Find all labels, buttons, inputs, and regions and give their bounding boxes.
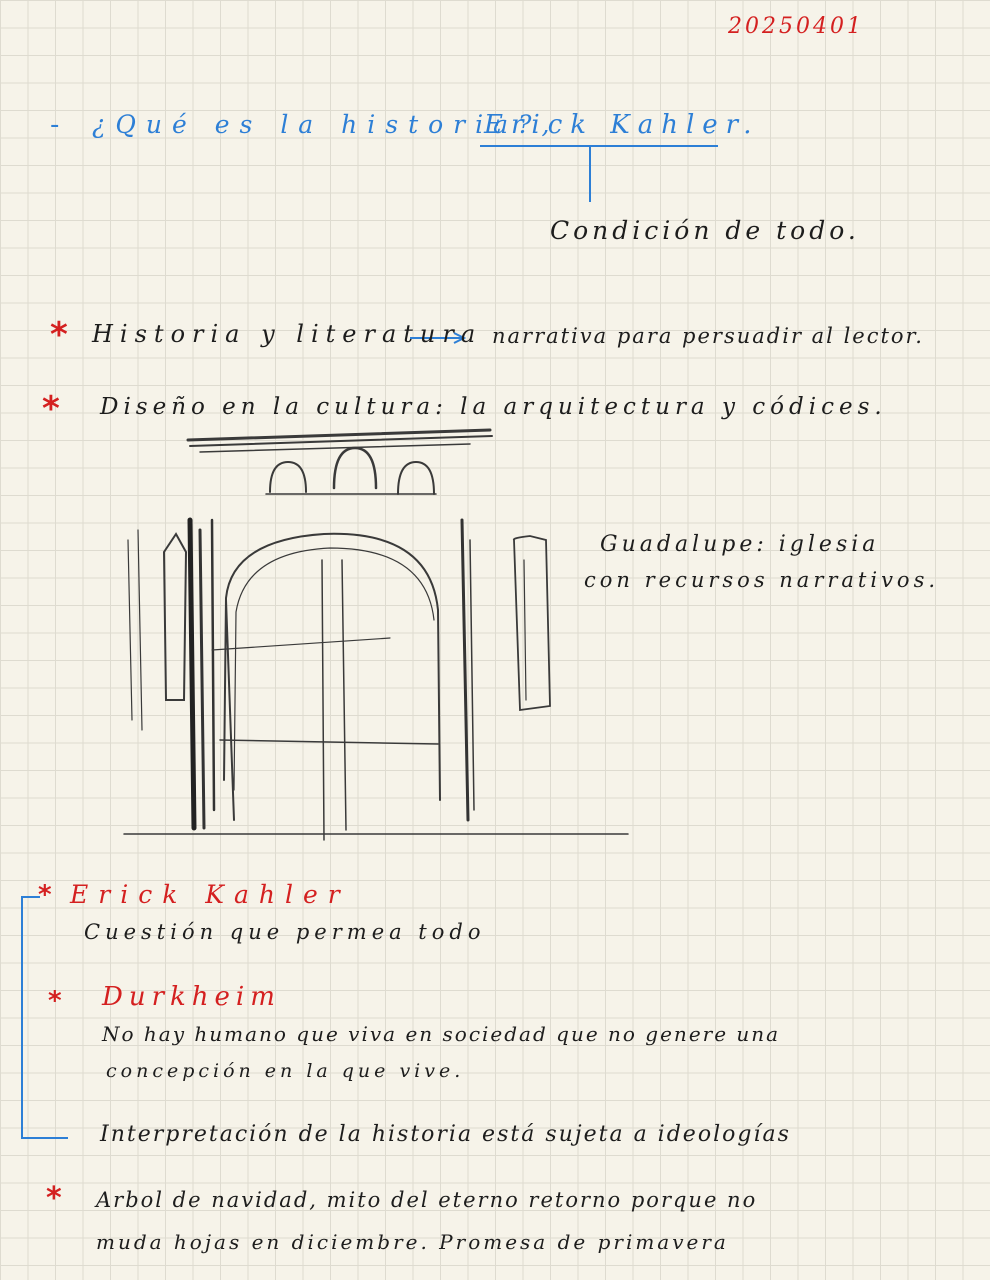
arbol-line2: muda hojas en diciembre. Promesa de primavera: [96, 1230, 729, 1254]
bullet-marker: *: [42, 389, 60, 429]
bullet-historia-text-b: narrativa para persuadir al lector.: [492, 324, 924, 348]
durkheim-line2: concepción en la que vive.: [106, 1060, 465, 1082]
sketch-caption-line2: con recursos narrativos.: [584, 568, 940, 592]
heading-author: Erick Kahler.: [484, 110, 760, 140]
bullet-historia-text-a: Historia y literatura: [92, 320, 483, 348]
bullet-diseno-text: Diseño en la cultura: la arquitectura y códices.: [100, 394, 887, 420]
kahler-title: Erick Kahler: [70, 880, 350, 909]
bullet-marker: *: [50, 315, 68, 355]
condition-text: Condición de todo.: [550, 216, 860, 245]
heading-dash: -: [50, 110, 60, 140]
heading-question: ¿Qué es la historia?,: [92, 110, 560, 139]
durkheim-line1: No hay humano que viva en sociedad que no genere una: [102, 1022, 781, 1046]
durkheim-marker: *: [48, 986, 62, 1016]
kahler-marker: *: [38, 880, 52, 910]
arbol-marker: *: [46, 1181, 62, 1216]
sketch-caption-line1: Guadalupe: iglesia: [600, 532, 880, 557]
arbol-line1: Arbol de navidad, mito del eterno retorno porque no: [96, 1188, 758, 1212]
kahler-line: Cuestión que permea todo: [84, 920, 486, 944]
interpretation-text: Interpretación de la historia está sujeta a ideologías: [100, 1122, 791, 1147]
durkheim-title: Durkheim: [102, 982, 281, 1012]
date-label: 20250401: [728, 14, 864, 39]
